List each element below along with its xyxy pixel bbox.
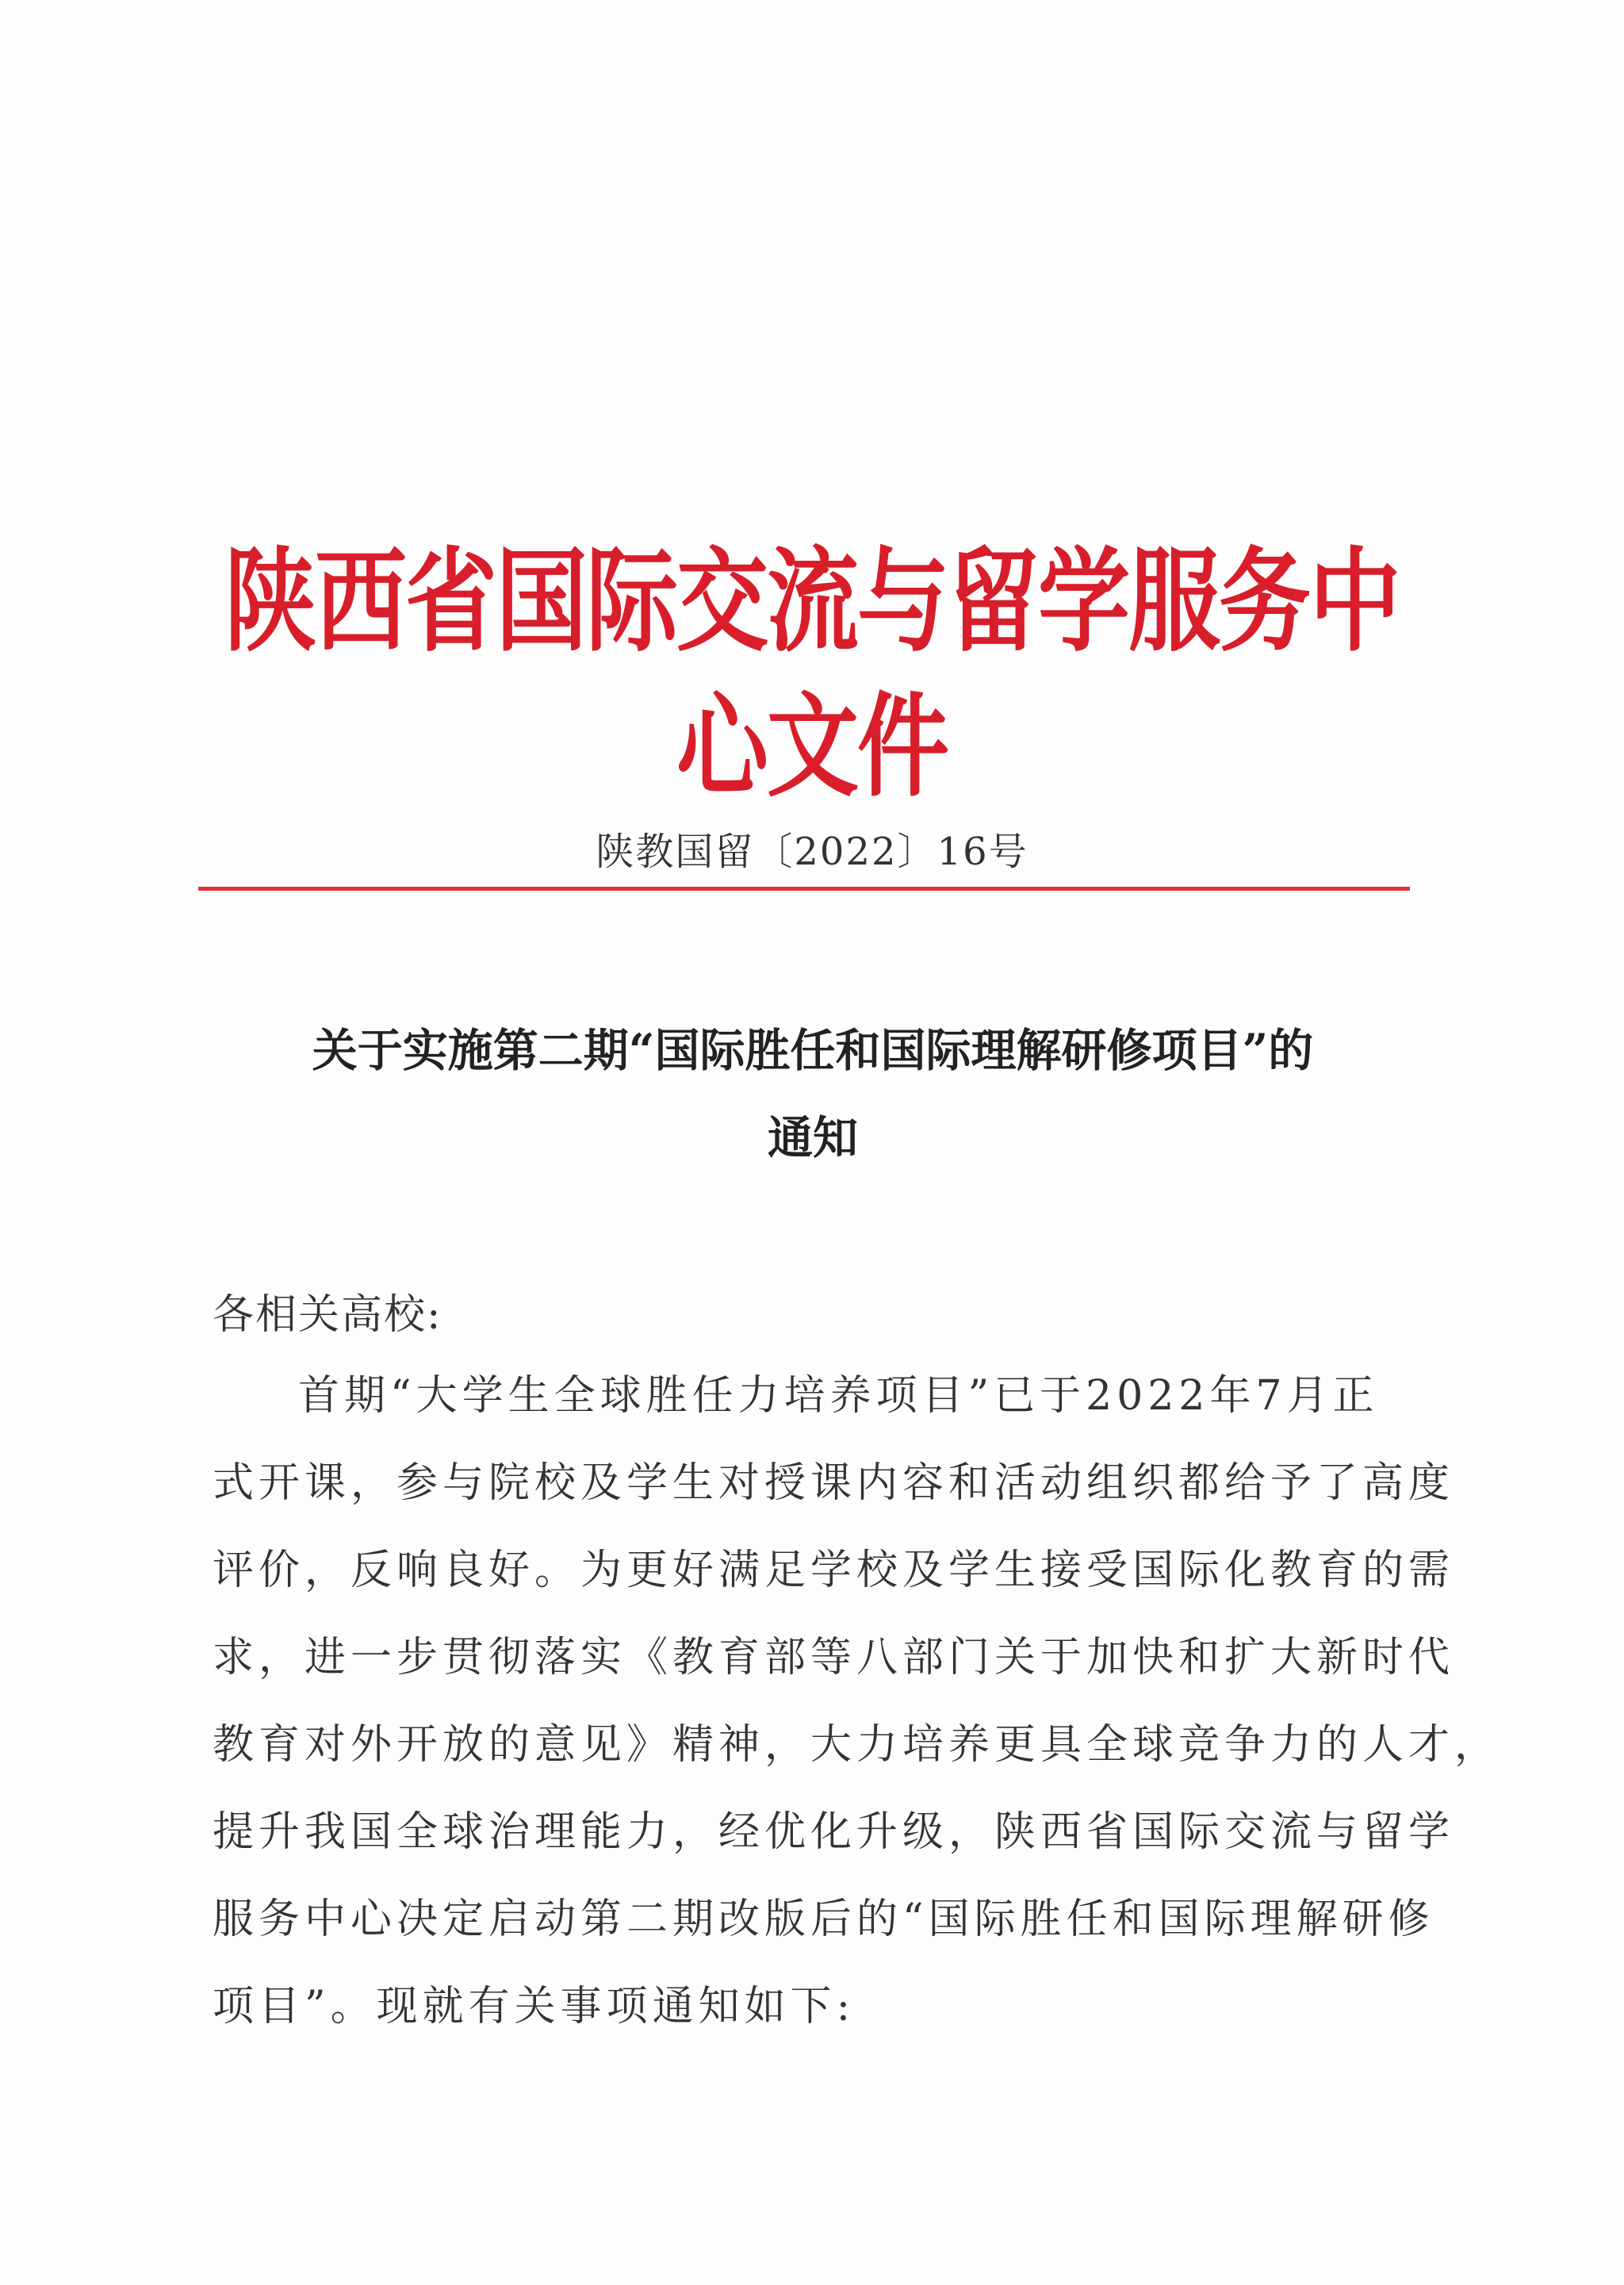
document-number: 陕教国留〔2022〕16号 [596, 830, 1028, 874]
salutation: 各相关高校: [213, 1291, 442, 1339]
body-line: 提升我国全球治理能力，经优化升级，陕西省国际交流与留学 [213, 1808, 1455, 1856]
body-line: 评价，反响良好。为更好满足学校及学生接受国际化教育的需 [213, 1547, 1455, 1594]
body-paragraph [213, 1352, 1501, 2050]
document-header-title: 陕西省国际交流与留学服务中心文件 [224, 535, 1400, 813]
notice-title-line-2: 通知 [768, 1111, 858, 1164]
body-line: 式开课，参与院校及学生对授课内容和活动组织都给予了高度 [213, 1459, 1455, 1507]
body-line: 教育对外开放的意见》精神，大力培养更具全球竞争力的人才， [213, 1721, 1501, 1769]
notice-title [206, 1007, 1419, 1182]
body-line: 项目”。现就有关事项通知如下: [213, 1983, 856, 2030]
notice-title-line-1: 关于实施第二期“国际胜任和国际理解研修项目”的 [312, 1024, 1314, 1077]
header-divider-line [198, 887, 1410, 891]
body-line: 服务中心决定启动第二期改版后的“国际胜任和国际理解研修 [213, 1896, 1434, 1943]
body-line: 首期“大学生全球胜任力培养项目”已于2022年7月正 [298, 1372, 1379, 1420]
body-line: 求，进一步贯彻落实《教育部等八部门关于加快和扩大新时代 [213, 1634, 1455, 1681]
